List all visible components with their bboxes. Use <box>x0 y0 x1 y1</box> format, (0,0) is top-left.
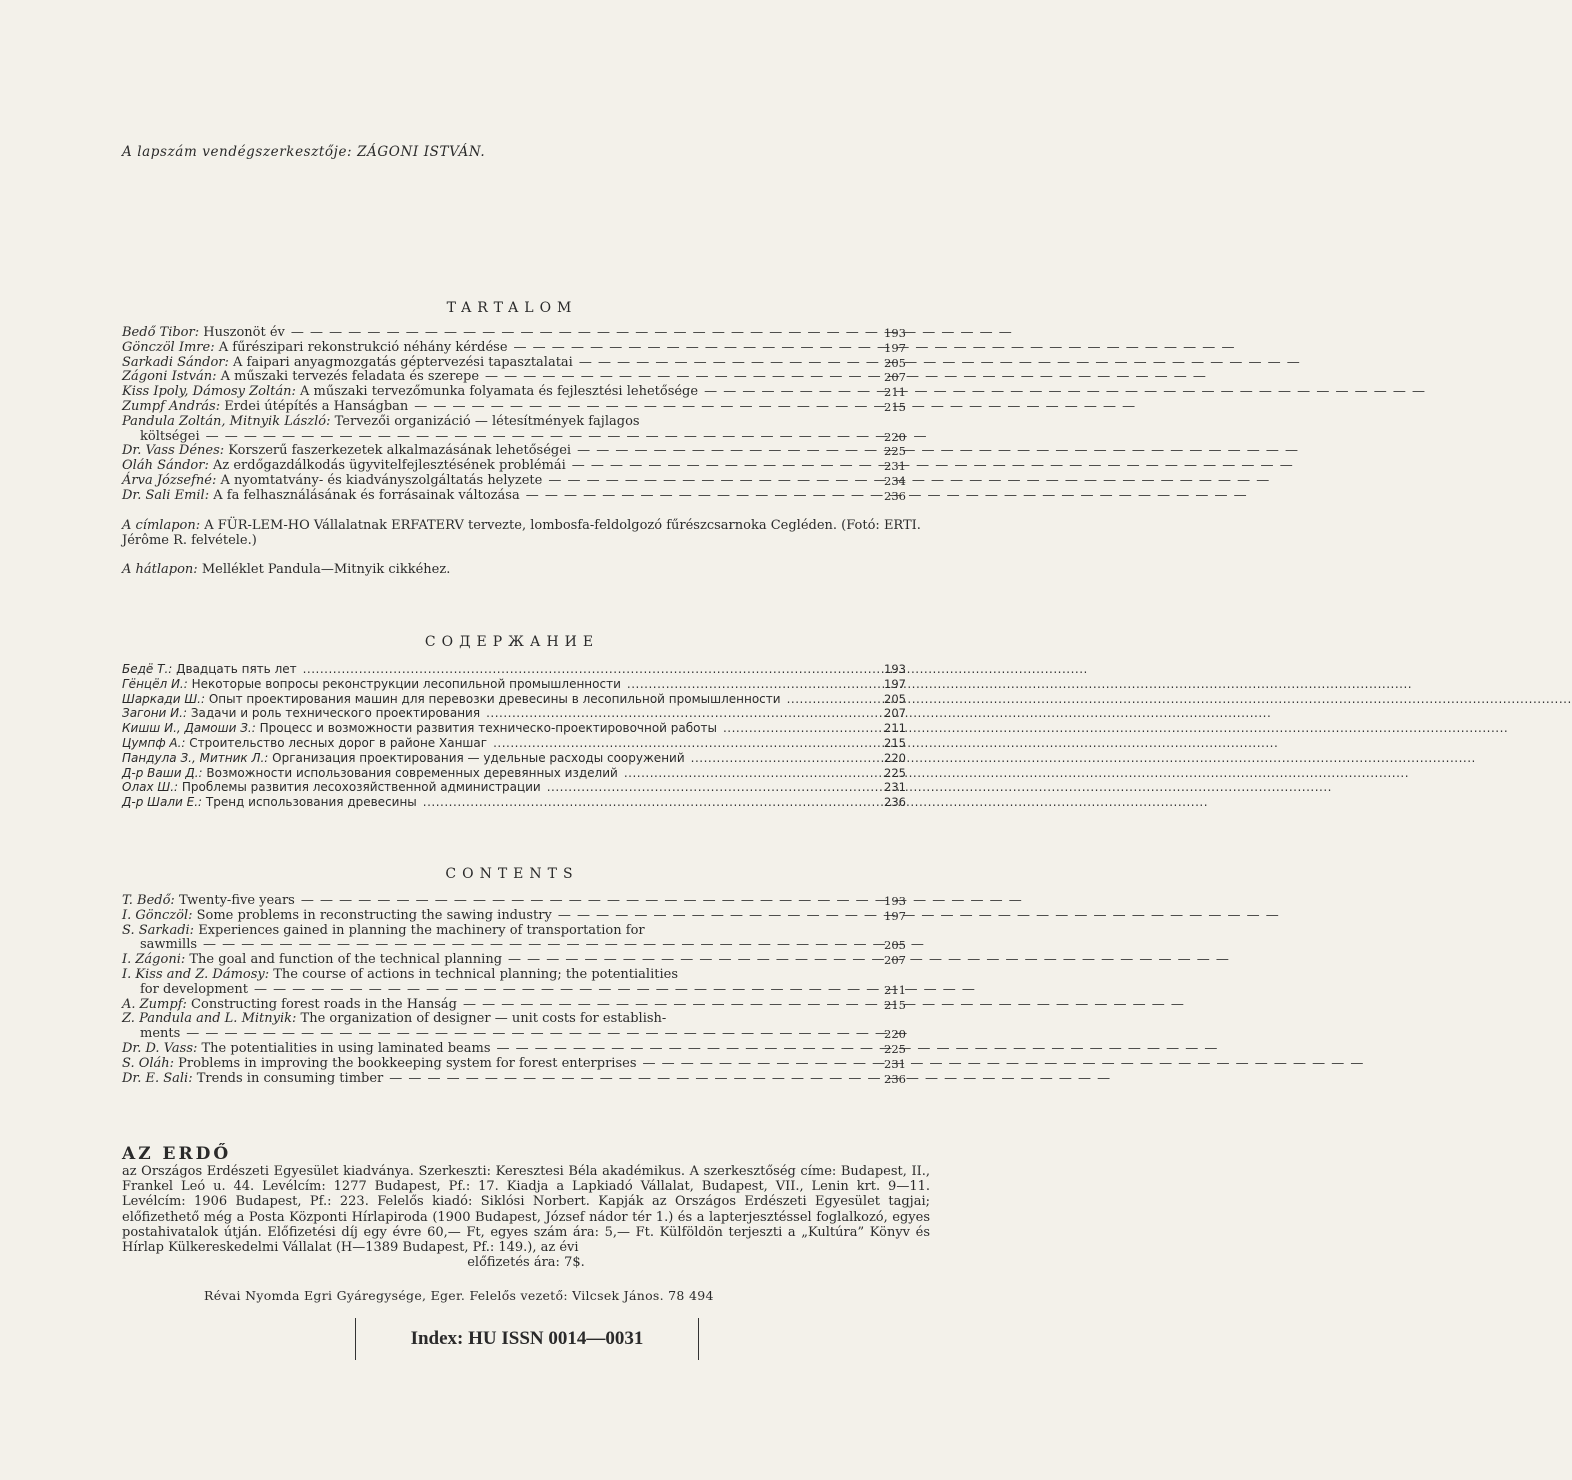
toc-author: Dr. Vass Dénes: <box>122 443 225 459</box>
toc-title: Некоторые вопросы реконструкции лесопильной промышленности <box>191 676 621 691</box>
back-note-text: Melléklet Pandula—Mitnyik cikkéhez. <box>201 562 451 577</box>
printer-line: Révai Nyomda Egri Gyáregysége, Eger. Felelős vezető: Vilcsek János. 78 494 <box>204 1288 714 1303</box>
toc-title: Trends in consuming timber <box>196 1070 384 1086</box>
toc-title: The potentialities in using laminated beams <box>201 1040 491 1056</box>
toc-title: Задачи и роль технического проектирования <box>190 706 481 721</box>
back-note-label: A hátlapon: <box>122 562 198 577</box>
toc-title: A műszaki tervezés feladata és szerepe <box>220 369 480 385</box>
toc-page: 211 <box>884 721 906 736</box>
toc-title: Experiences gained in planning the machinery of transportation for <box>198 922 645 938</box>
toc-author: Dr. Sali Emil: <box>122 487 210 503</box>
imprint-text: az Országos Erdészeti Egyesület kiadványa. Szerkeszti: Keresztesi Béla akadémikus. A szerkesztőség címe: Budapest, II., Frankel Leó u. 44. Levélcím: 1277 Budapest, Pf.: 17. Kiadja a Lapkiadó Vállalat, Budapest, VII., Lenin krt. 9—11. Levélcím: 1906 Budapest, Pf.: 223. Felelős kiadó: Siklósi Norbert. Kapják az Országos Erdészeti Egyesület tagjai; előfizethető még a Posta Központi Hírlapiroda (1900 Budapest, József nádor tér 1.) és a lapterjesztéssel foglalkozó, egyes postahivatalok útján. Előfizetési díj egy évre 60,— Ft, egyes szám ára: 5,— Ft. Külföldön terjeszti a „Kultúra” Könyv és Hírlap Külkereskedelmi Vállalat (H—1389 Budapest, Pf.: 149.), az évi <box>122 1164 930 1256</box>
contents-heading: CONTENTS <box>445 866 579 882</box>
toc-page: 197 <box>884 340 906 355</box>
toc-author: Dr. E. Sali: <box>122 1070 193 1086</box>
toc-title: Процесс и возможности развития техническо-проектировочной работы <box>259 721 717 736</box>
toc-page: 231 <box>884 459 906 474</box>
cover-note-label: A címlapon: <box>122 518 201 533</box>
toc-entry <box>122 924 906 939</box>
toc-title-continued: ments <box>140 1026 181 1042</box>
toc-page: 236 <box>884 488 906 503</box>
toc-author: Bedő Tibor: <box>122 325 200 340</box>
toc-page: 236 <box>884 1071 906 1086</box>
toc-page: 236 <box>884 795 906 810</box>
toc-entry <box>122 489 906 504</box>
cover-note <box>122 518 922 548</box>
toc-entry <box>122 795 906 810</box>
toc-title: Строительство лесных дорог в районе Ханшаг <box>189 735 488 750</box>
toc-page: 215 <box>884 735 906 750</box>
tartalom-heading: TARTALOM <box>446 300 578 316</box>
toc-entry <box>122 780 906 795</box>
toc-author: T. Bedő: <box>122 893 175 908</box>
toc-title: Tervezői organizáció — létesítmények fajlagos <box>334 413 640 429</box>
toc-entry <box>122 415 906 430</box>
toc-entry-continued <box>122 983 906 998</box>
toc-entry <box>122 706 906 721</box>
toc-title: Az erdőgazdálkodás ügyvitelfejlesztésének problémái <box>212 458 566 474</box>
toc-entry <box>122 953 906 968</box>
toc-entry <box>122 385 906 400</box>
journal-imprint <box>122 1164 930 1270</box>
index-issn: Index: HU ISSN 0014—0031 <box>410 1328 644 1349</box>
toc-page: 211 <box>884 385 906 400</box>
toc-entry <box>122 1012 906 1027</box>
toc-page: 220 <box>884 750 906 765</box>
toc-page: 197 <box>884 908 906 923</box>
toc-author: Кишш И., Дамоши З.: <box>122 721 256 736</box>
soderzhanie-list <box>122 662 906 810</box>
toc-author: Цумпф А.: <box>122 735 186 750</box>
toc-title-continued: sawmills <box>140 937 198 953</box>
toc-page: 205 <box>884 938 906 953</box>
toc-page: 231 <box>884 780 906 795</box>
toc-author: Kiss Ipoly, Dámosy Zoltán: <box>122 384 296 400</box>
toc-author: I. Gönczöl: <box>122 907 193 923</box>
toc-author: Бедё Т.: <box>122 662 173 676</box>
toc-title: Constructing forest roads in the Hanság <box>191 996 457 1012</box>
toc-entry <box>122 400 906 415</box>
toc-title: Тренд использования древесины <box>205 795 417 810</box>
toc-entry <box>122 444 906 459</box>
toc-author: Oláh Sándor: <box>122 458 209 474</box>
toc-page: 205 <box>884 355 906 370</box>
toc-page: 207 <box>884 370 906 385</box>
back-note <box>122 562 922 577</box>
imprint-price: előfizetés ára: 7$. <box>467 1255 585 1271</box>
toc-page: 207 <box>884 953 906 968</box>
toc-title: Some problems in reconstructing the sawing industry <box>196 907 552 923</box>
toc-author: Пандула З., Митник Л.: <box>122 750 269 765</box>
toc-entry <box>122 662 906 677</box>
toc-entry-continued <box>122 1027 906 1042</box>
toc-entry <box>122 459 906 474</box>
toc-title: A nyomtatvány- és kiadványszolgáltatás helyzete <box>220 472 543 488</box>
toc-author: I. Zágoni: <box>122 952 186 968</box>
toc-entry <box>122 474 906 489</box>
toc-title-continued: költségei <box>140 428 200 444</box>
toc-title-continued: for development <box>140 981 248 997</box>
guest-editor-line: A lapszám vendégszerkesztője: ZÁGONI ISTVÁN. <box>122 144 486 160</box>
toc-title: Korszerű faszerkezetek alkalmazásának lehetőségei <box>228 443 572 459</box>
toc-entry <box>122 1057 906 1072</box>
soderzhanie-heading: СОДЕРЖАНИЕ <box>424 634 600 650</box>
toc-author: Dr. D. Vass: <box>122 1040 198 1056</box>
toc-title: The goal and function of the technical planning <box>189 952 503 968</box>
toc-title: Опыт проектирования машин для перевозки древесины в лесопильной промышленности <box>208 691 781 706</box>
toc-author: Олах Ш.: <box>122 780 179 795</box>
toc-page: 231 <box>884 1056 906 1071</box>
toc-entry <box>122 766 906 781</box>
toc-page: 225 <box>884 1041 906 1056</box>
toc-entry <box>122 356 906 371</box>
toc-title: The organization of designer — unit costs for establish- <box>300 1011 667 1027</box>
toc-author: Шаркади Ш.: <box>122 691 206 706</box>
toc-title: Twenty-five years <box>178 893 295 908</box>
toc-entry <box>122 736 906 751</box>
toc-author: A. Zumpf: <box>122 996 187 1012</box>
tartalom-list <box>122 326 906 504</box>
toc-title: Erdei útépítés a Hanságban <box>224 398 409 414</box>
toc-author: Zumpf András: <box>122 398 221 414</box>
toc-entry <box>122 751 906 766</box>
toc-page: 193 <box>884 326 906 340</box>
toc-author: Д-р Шали Е.: <box>122 795 203 810</box>
toc-page: 225 <box>884 444 906 459</box>
toc-author: Гёнцёл И.: <box>122 676 188 691</box>
toc-entry <box>122 326 906 341</box>
toc-page: 220 <box>884 429 906 444</box>
index-issn-box <box>355 1318 699 1360</box>
toc-author: Z. Pandula and L. Mitnyik: <box>122 1011 297 1027</box>
toc-entry <box>122 968 906 983</box>
toc-title: Организация проектирования — удельные расходы сооружений <box>272 750 685 765</box>
toc-title: A fűrészipari rekonstrukció néhány kérdése <box>218 339 508 355</box>
toc-page: 193 <box>884 894 906 908</box>
toc-author: Д-р Ваши Д.: <box>122 765 203 780</box>
toc-entry-continued <box>122 430 906 445</box>
toc-page: 193 <box>884 662 906 676</box>
toc-author: Árva Józsefné: <box>122 472 217 488</box>
toc-entry <box>122 894 906 909</box>
toc-page: 215 <box>884 399 906 414</box>
toc-page: 205 <box>884 691 906 706</box>
toc-title: A faipari anyagmozgatás géptervezési tapasztalatai <box>233 354 573 370</box>
toc-page: 215 <box>884 997 906 1012</box>
toc-author: I. Kiss and Z. Dámosy: <box>122 966 270 982</box>
toc-entry <box>122 370 906 385</box>
toc-title: The course of actions in technical planning; the potentialities <box>273 966 678 982</box>
toc-page: 197 <box>884 676 906 691</box>
toc-title: A műszaki tervezőmunka folyamata és fejlesztési lehetősége <box>300 384 699 400</box>
toc-entry <box>122 998 906 1013</box>
toc-title: A fa felhasználásának és forrásainak változása <box>213 487 520 503</box>
toc-entry <box>122 909 906 924</box>
toc-author: Sarkadi Sándor: <box>122 354 229 370</box>
cover-note-text: A FÜR-LEM-HO Vállalatnak ERFATERV tervezte, lombosfa-feldolgozó fűrészcsarnoka Cegléden. (Fotó: ERTI. Jérôme R. felvétele.) <box>122 518 921 548</box>
toc-entry <box>122 341 906 356</box>
journal-title: AZ ERDŐ <box>122 1144 232 1164</box>
toc-author: S. Sarkadi: <box>122 922 195 938</box>
toc-author: Pandula Zoltán, Mitnyik László: <box>122 413 331 429</box>
contents-list <box>122 894 906 1086</box>
toc-author: Загони И.: <box>122 706 187 721</box>
toc-entry <box>122 677 906 692</box>
toc-author: Zágoni István: <box>122 369 217 385</box>
toc-title: Возможности использования современных деревянных изделий <box>206 765 618 780</box>
toc-entry <box>122 721 906 736</box>
toc-entry <box>122 1072 906 1087</box>
toc-page: 220 <box>884 1027 906 1042</box>
toc-page: 207 <box>884 706 906 721</box>
toc-page: 225 <box>884 765 906 780</box>
toc-page: 211 <box>884 982 906 997</box>
toc-author: Gönczöl Imre: <box>122 339 215 355</box>
toc-title: Problems in improving the bookkeeping system for forest enterprises <box>178 1055 637 1071</box>
toc-entry <box>122 692 906 707</box>
toc-title: Huszonöt év <box>203 325 285 340</box>
toc-entry <box>122 1042 906 1057</box>
toc-title: Двадцать пять лет <box>176 662 297 676</box>
toc-page: 234 <box>884 473 906 488</box>
toc-entry-continued <box>122 938 906 953</box>
toc-author: S. Oláh: <box>122 1055 175 1071</box>
toc-title: Проблемы развития лесохозяйственной администрации <box>181 780 541 795</box>
